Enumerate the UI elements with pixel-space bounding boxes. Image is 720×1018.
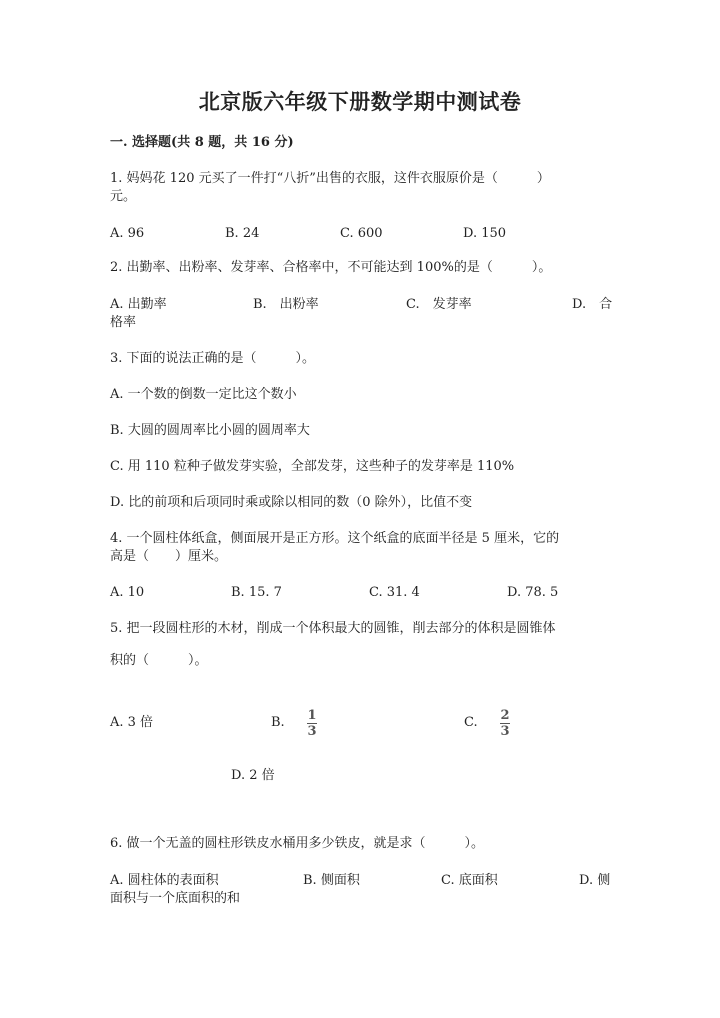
page-title: 北京版六年级下册数学期中测试卷 [198,89,522,114]
q4-option-b: B. 15. 7 [231,585,282,600]
fraction-denominator: 3 [500,724,510,739]
q6-option-d-cont: 面积与一个底面积的和 [110,891,241,906]
question-4-text: 4. 一个圆柱体纸盒，侧面展开是正方形。这个纸盒的底面半径是 5 厘米，它的 [110,531,560,546]
q6-option-a: A. 圆柱体的表面积 [110,873,219,888]
q1-option-d: D. 150 [463,226,507,241]
q2-option-d-cont: 格率 [110,315,137,330]
q1-option-b: B. 24 [225,226,260,241]
q5-option-c-fraction [500,709,510,738]
question-4-text-cont: 高是（ ）厘米。 [110,549,228,564]
q6-option-d: D. 侧 [579,873,611,888]
fraction-denominator: 3 [307,724,317,739]
q5-option-b: B. [271,715,285,730]
q3-option-a: A. 一个数的倒数一定比这个数小 [110,387,297,402]
question-5-text-cont: 积的（ ）。 [110,653,208,668]
question-3-text: 3. 下面的说法正确的是（ ）。 [110,351,316,366]
q5-option-b-fraction [307,709,317,738]
fraction-numerator: 1 [307,708,317,723]
question-6-text: 6. 做一个无盖的圆柱形铁皮水桶用多少铁皮，就是求（ ）。 [110,836,485,851]
q4-option-a: A. 10 [110,585,145,600]
fraction-numerator: 2 [500,708,510,723]
question-5-text: 5. 把一段圆柱形的木材，削成一个体积最大的圆锥，削去部分的体积是圆锥体 [110,621,556,636]
question-1-text: 1. 妈妈花 120 元买了一件打“八折”出售的衣服，这件衣服原价是（ ） [110,171,550,186]
q2-option-b: B. 出粉率 [253,297,319,312]
q6-option-b: B. 侧面积 [303,873,360,888]
q5-option-d: D. 2 倍 [231,768,275,783]
q2-option-a: A. 出勤率 [110,297,167,312]
q2-option-c: C. 发芽率 [406,297,472,312]
q4-option-d: D. 78. 5 [507,585,559,600]
q5-option-c: C. [464,715,478,730]
q4-option-c: C. 31. 4 [369,585,420,600]
q6-option-c: C. 底面积 [441,873,498,888]
q2-option-d: D. 合 [572,297,613,312]
section-heading: 一. 选择题(共 8 题，共 16 分) [110,135,294,150]
q1-option-c: C. 600 [340,226,383,241]
q3-option-b: B. 大圆的圆周率比小圆的圆周率大 [110,423,310,438]
q5-option-a: A. 3 倍 [110,715,154,730]
q3-option-c: C. 用 110 粒种子做发芽实验，全部发芽，这些种子的发芽率是 110% [110,459,515,474]
q1-option-a: A. 96 [110,226,145,241]
question-2-text: 2. 出勤率、出粉率、发芽率、合格率中，不可能达到 100%的是（ ）。 [110,260,552,275]
q3-option-d: D. 比的前项和后项同时乘或除以相同的数（0 除外），比值不变 [110,495,473,510]
question-1-text-cont: 元。 [110,189,137,204]
